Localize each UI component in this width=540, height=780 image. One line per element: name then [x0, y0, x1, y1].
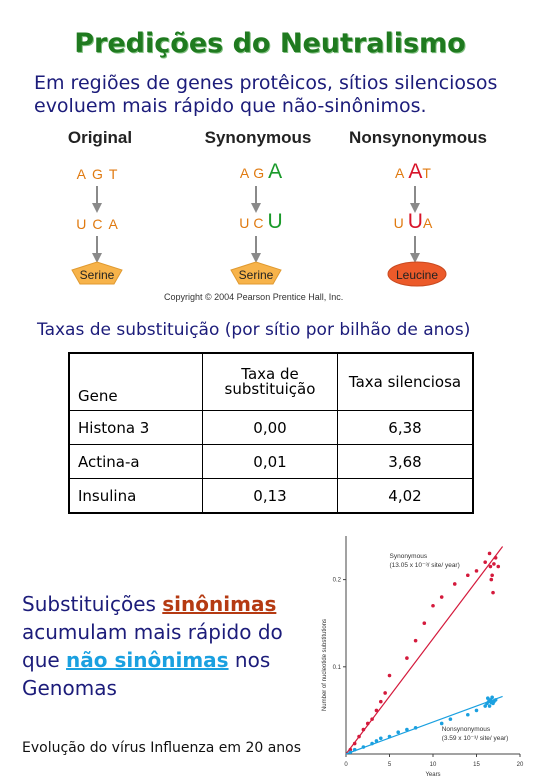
synonymous-point: [490, 573, 494, 577]
synonymous-point: [496, 565, 500, 569]
synonymous-highlight: sinônimas: [162, 592, 277, 616]
x-tick-label: 20: [516, 762, 524, 768]
nonsynonymous-point: [488, 704, 492, 708]
original-label: Original: [67, 128, 133, 147]
x-tick-label: 10: [429, 762, 437, 768]
synonymous-point: [488, 552, 492, 556]
nonsynonymous-point: [489, 701, 493, 705]
synonymous-point: [414, 639, 418, 643]
nonsynonymous-point: [370, 742, 374, 746]
header-gene: Gene: [69, 353, 203, 411]
synonymous-point: [379, 700, 383, 704]
synonymous-point: [431, 604, 435, 608]
synonymous-label: Synonymous: [204, 128, 312, 147]
synonymous-point: [362, 728, 366, 732]
nonsynonymous-rate-label: (3.59 x 10⁻³/ site/ year): [441, 734, 509, 742]
nonsynonymous-point: [475, 709, 479, 713]
synonymous-point: [440, 595, 444, 599]
nonsynonymous-rna: UUA: [393, 210, 437, 233]
synonymous-rna: UCU: [239, 210, 283, 233]
synonymous-point: [357, 735, 361, 739]
product-synonymous: Serine: [238, 268, 274, 282]
synonymous-fit-line: [346, 546, 503, 754]
nonsynonymous-point: [494, 698, 498, 702]
influenza-chart: [310, 528, 534, 778]
x-tick-label: 15: [473, 762, 480, 768]
synonymous-point: [492, 562, 496, 566]
original-dna: AGT: [76, 166, 124, 182]
nonsynonymous-point: [396, 730, 400, 734]
original-rna: UCA: [76, 216, 124, 232]
synonymous-series-label: Synonymous: [389, 552, 428, 560]
table-row: [69, 445, 473, 479]
synonymous-dna: AGA: [239, 160, 283, 183]
synonymous-point: [453, 582, 457, 586]
synonymous-point: [388, 674, 392, 678]
cell-substitution: 0,00: [203, 411, 338, 445]
table-header-row: [69, 353, 473, 411]
intro-text: Em regiões de genes protêicos, sítios silenciosos evoluem mais rápido que não-sinônimos.: [34, 72, 498, 117]
nonsynonymous-point: [388, 735, 392, 739]
table-row: [69, 479, 473, 514]
cell-silent: 4,02: [338, 479, 474, 514]
nonsynonymous-point: [405, 728, 409, 732]
rates-table: [68, 352, 474, 514]
synonymous-point: [405, 656, 409, 660]
cell-gene: Insulina: [69, 479, 203, 514]
page-title: Predições do Neutralismo: [74, 28, 466, 59]
nonsynonymous-label: Nonsynonymous: [349, 128, 487, 147]
synonymous-point: [353, 742, 357, 746]
nonsynonymous-point: [375, 739, 379, 743]
cell-substitution: 0,13: [203, 479, 338, 514]
nonsynonymous-point: [349, 750, 353, 754]
nonsynonymous-point: [440, 722, 444, 726]
synonymous-point: [494, 556, 498, 560]
x-tick-label: 5: [387, 762, 392, 768]
header-substitution: Taxa de substituição: [203, 353, 338, 411]
synonymous-point: [483, 560, 487, 564]
product-original: Serine: [79, 268, 115, 282]
synonymous-point: [423, 621, 427, 625]
synonymous-rate-label: (13.05 x 10⁻³/ site/ year): [389, 561, 460, 569]
x-tick-label: 0: [344, 762, 348, 768]
nonsynonymous-point: [414, 726, 418, 730]
cell-gene: Actina-a: [69, 445, 203, 479]
chart-labels: [322, 553, 508, 778]
cell-silent: 3,68: [338, 445, 474, 479]
y-tick-label: 0.2: [332, 577, 341, 584]
synonymous-point: [489, 578, 493, 582]
y-tick-label: 0.1: [332, 664, 341, 671]
statement-text: Substituições sinônimas acumulam mais rápido do que não sinônimas nos Genomas: [22, 592, 283, 700]
nonsynonymous-series-label: Nonsynonymous: [441, 725, 491, 733]
synonymous-point: [383, 691, 387, 695]
cell-silent: 6,38: [338, 411, 474, 445]
data-points: [349, 552, 501, 754]
codon-figure: [0, 120, 540, 300]
rates-title: Taxas de substituição (por sítio por bilhão de anos): [37, 320, 471, 340]
nonsynonymous-point: [379, 737, 383, 741]
header-silent: Taxa silenciosa: [338, 353, 474, 411]
footer-caption: Evolução do vírus Influenza em 20 anos: [22, 740, 302, 756]
synonymous-point: [375, 709, 379, 713]
nonsynonymous-dna: AAT: [395, 160, 435, 183]
synonymous-point: [466, 573, 470, 577]
nonsynonymous-point: [490, 696, 494, 700]
table-row: [69, 411, 473, 445]
nonsynonymous-point: [466, 713, 470, 717]
y-axis-label: Number of nucleotide substitutions: [322, 618, 328, 712]
cell-gene: Histona 3: [69, 411, 203, 445]
x-axis-label: Years: [425, 772, 441, 778]
synonymous-point: [366, 722, 370, 726]
nonsynonymous-point: [449, 717, 453, 721]
nonsynonymous-point: [362, 745, 366, 749]
synonymous-point: [370, 717, 374, 721]
nonsynonymous-point: [353, 748, 357, 752]
nonsynonymous-point: [486, 696, 490, 700]
synonymous-point: [491, 591, 495, 595]
fit-lines: [346, 546, 503, 754]
cell-substitution: 0,01: [203, 445, 338, 479]
synonymous-point: [475, 569, 479, 573]
nonsynonymous-highlight: não sinônimas: [66, 648, 229, 672]
synonymous-point: [489, 565, 493, 569]
copyright: Copyright © 2004 Pearson Prentice Hall, Inc.: [164, 292, 344, 302]
product-nonsynonymous: Leucine: [395, 268, 439, 282]
